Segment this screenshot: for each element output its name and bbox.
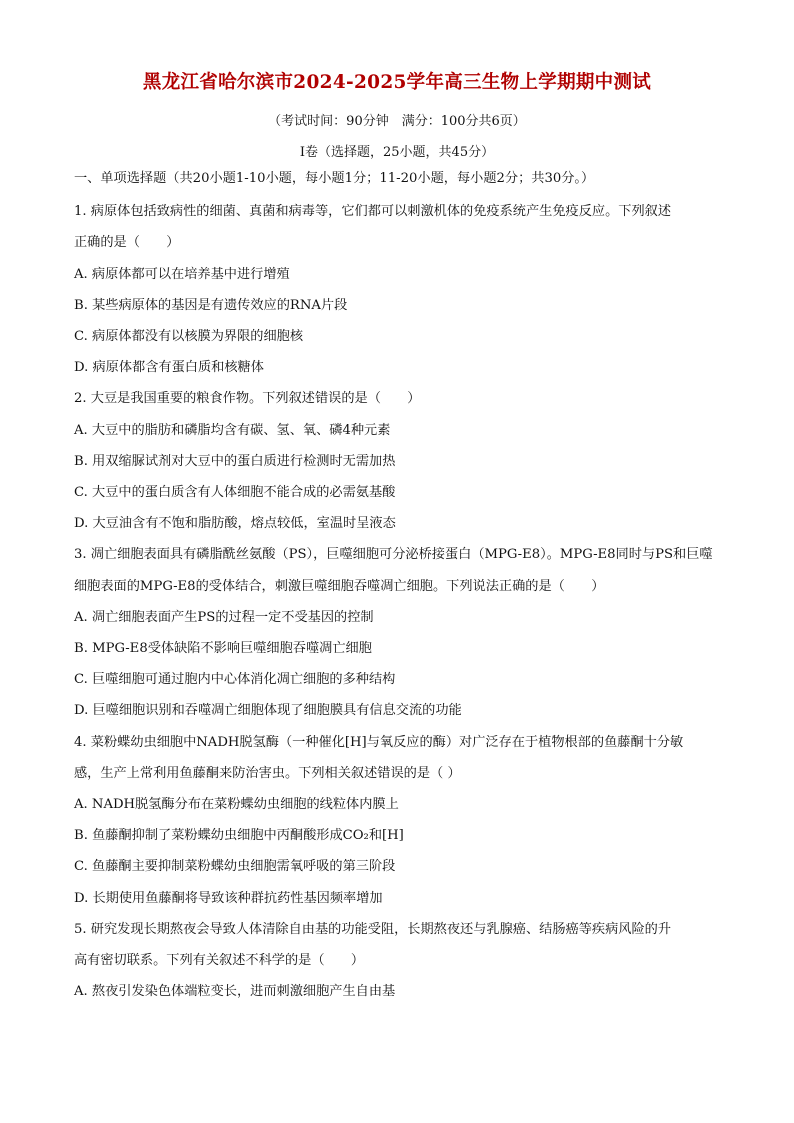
question-1-option-b: B. 某些病原体的基因是有遗传效应的RNA片段 (74, 298, 348, 313)
question-4-option-c: C. 鱼藤酮主要抑制菜粉蝶幼虫细胞需氧呼吸的第三阶段 (74, 859, 396, 874)
question-3-option-a: A. 凋亡细胞表面产生PS的过程一定不受基因的控制 (74, 610, 374, 625)
question-3-option-c: C. 巨噬细胞可通过胞内中心体消化凋亡细胞的多种结构 (74, 672, 396, 687)
question-4-stem-line-2: 感，生产上常利用鱼藤酮来防治害虫。下列相关叙述错误的是（ ） (74, 766, 461, 781)
question-3-option-b: B. MPG-E8受体缺陷不影响巨噬细胞吞噬凋亡细胞 (74, 641, 372, 656)
question-1-option-a: A. 病原体都可以在培养基中进行增殖 (74, 267, 290, 282)
page-title: 黑龙江省哈尔滨市2024-2025学年高三生物上学期期中测试 (142, 72, 652, 93)
question-2-option-d: D. 大豆油含有不饱和脂肪酸，熔点较低，室温时呈液态 (74, 516, 396, 531)
volume-heading: Ⅰ卷（选择题，25小题，共45分） (299, 145, 495, 160)
question-2-option-c: C. 大豆中的蛋白质含有人体细胞不能合成的必需氨基酸 (74, 485, 396, 500)
question-4-stem-line-1: 4. 菜粉蝶幼虫细胞中NADH脱氢酶（一种催化[H]与氧反应的酶）对广泛存在于植物根部的鱼藤酮十分敏 (74, 735, 684, 750)
question-1-stem-line-2: 正确的是（ ） (74, 235, 180, 250)
question-2-stem: 2. 大豆是我国重要的粮食作物。下列叙述错误的是（ ） (74, 391, 421, 406)
question-1-option-c: C. 病原体都没有以核膜为界限的细胞核 (74, 329, 304, 344)
question-3-stem-line-2: 细胞表面的MPG-E8的受体结合，刺激巨噬细胞吞噬凋亡细胞。下列说法正确的是（ ） (74, 579, 605, 594)
question-1-option-d: D. 病原体都含有蛋白质和核糖体 (74, 360, 264, 375)
question-4-option-a: A. NADH脱氢酶分布在菜粉蝶幼虫细胞的线粒体内膜上 (74, 797, 399, 812)
question-4-option-d: D. 长期使用鱼藤酮将导致该种群抗药性基因频率增加 (74, 891, 383, 906)
question-2-option-a: A. 大豆中的脂肪和磷脂均含有碳、氢、氧、磷4种元素 (74, 423, 391, 438)
question-5-stem-line-1: 5. 研究发现长期熬夜会导致人体清除自由基的功能受阻，长期熬夜还与乳腺癌、结肠癌等疾病风险的升 (74, 922, 672, 937)
question-3-stem-line-1: 3. 凋亡细胞表面具有磷脂酰丝氨酸（PS），巨噬细胞可分泌桥接蛋白（MPG-E8）。MPG-E8同时与PS和巨噬 (74, 547, 713, 562)
question-5-stem-line-2: 高有密切联系。下列有关叙述不科学的是（ ） (74, 953, 365, 968)
question-4-option-b: B. 鱼藤酮抑制了菜粉蝶幼虫细胞中丙酮酸形成CO₂和[H] (74, 828, 404, 843)
question-5-option-a: A. 熬夜引发染色体端粒变长，进而刺激细胞产生自由基 (74, 984, 396, 999)
section-heading: 一、单项选择题（共20小题1-10小题，每小题1分；11-20小题，每小题2分；共30分。） (74, 171, 595, 186)
question-1-stem-line-1: 1. 病原体包括致病性的细菌、真菌和病毒等，它们都可以刺激机体的免疫系统产生免疫反应。下列叙述 (74, 204, 672, 219)
question-3-option-d: D. 巨噬细胞识别和吞噬凋亡细胞体现了细胞膜具有信息交流的功能 (74, 703, 462, 718)
exam-info: （考试时间：90分钟 满分：100分共6页） (268, 114, 526, 129)
question-2-option-b: B. 用双缩脲试剂对大豆中的蛋白质进行检测时无需加热 (74, 454, 396, 469)
